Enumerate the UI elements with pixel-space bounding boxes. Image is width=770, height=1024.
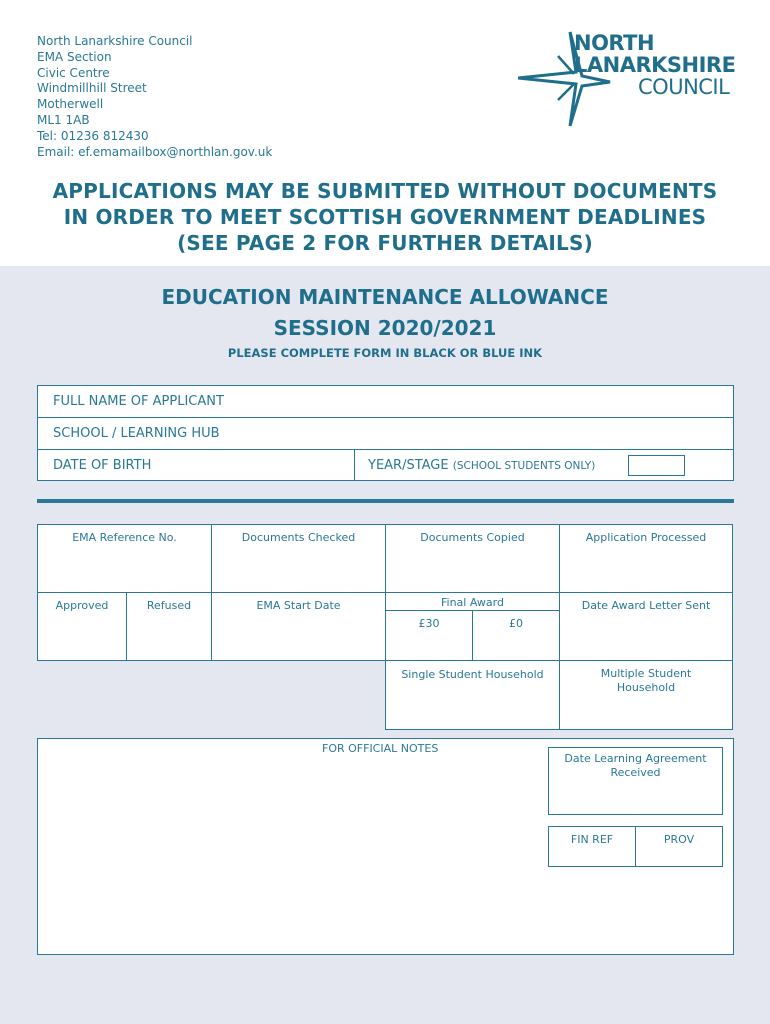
year-stage-label — [368, 458, 595, 473]
logo-line-2: LANARKSHIRE — [574, 53, 736, 77]
notice-line-3: (SEE PAGE 2 FOR FURTHER DETAILS) — [177, 231, 593, 255]
ema-start-date-label: EMA Start Date — [256, 599, 341, 612]
ema-reference-cell[interactable] — [37, 524, 212, 593]
form-title — [0, 282, 770, 344]
fin-ref-label: FIN REF — [570, 833, 614, 846]
multiple-household-label: Multiple Student Household — [600, 667, 692, 694]
council-address — [37, 34, 272, 160]
documents-copied-cell[interactable] — [385, 524, 560, 593]
final-award-header — [385, 592, 560, 611]
single-household-label: Single Student Household — [401, 668, 544, 681]
logo-line-3: COUNCIL — [638, 75, 730, 99]
approved-label: Approved — [55, 599, 109, 612]
year-stage-note: (SCHOOL STUDENTS ONLY) — [452, 460, 596, 472]
award-30-label: £30 — [418, 617, 440, 630]
refused-cell[interactable] — [126, 592, 212, 661]
address-line: Windmillhill Street — [37, 81, 147, 96]
full-name-label: FULL NAME OF APPLICANT — [53, 394, 224, 409]
address-line: Motherwell — [37, 97, 104, 112]
form-title-line-2: SESSION 2020/2021 — [273, 316, 497, 340]
date-of-birth-label: DATE OF BIRTH — [53, 458, 152, 473]
award-30-cell[interactable] — [385, 610, 473, 661]
prov-label: PROV — [663, 833, 695, 846]
ema-start-date-cell[interactable] — [211, 592, 386, 661]
learning-agreement-cell[interactable] — [548, 747, 723, 815]
prov-cell[interactable] — [635, 826, 723, 867]
single-household-cell[interactable] — [385, 660, 560, 730]
address-line: North Lanarkshire Council — [37, 34, 193, 48]
multiple-household-cell[interactable] — [559, 660, 733, 730]
application-processed-cell[interactable] — [559, 524, 733, 593]
address-line: EMA Section — [37, 49, 112, 64]
address-line: Civic Centre — [37, 65, 110, 80]
award-0-label: £0 — [509, 617, 523, 630]
final-award-label: Final Award — [441, 596, 504, 609]
address-line: ML1 1AB — [37, 112, 90, 127]
ema-reference-label: EMA Reference No. — [72, 531, 177, 544]
address-line: Tel: 01236 812430 — [37, 128, 149, 143]
learning-agreement-label: Date Learning Agreement Received — [564, 752, 707, 779]
official-notes-label: FOR OFFICIAL NOTES — [322, 742, 439, 755]
logo-line-1: NORTH — [574, 31, 655, 55]
award-letter-sent-cell[interactable] — [559, 592, 733, 661]
award-0-cell[interactable] — [472, 610, 560, 661]
submission-notice — [0, 178, 770, 256]
documents-copied-label: Documents Copied — [420, 531, 525, 544]
documents-checked-cell[interactable] — [211, 524, 386, 593]
notice-line-2: IN ORDER TO MEET SCOTTISH GOVERNMENT DEADLINES — [63, 205, 707, 229]
refused-label: Refused — [146, 599, 192, 612]
approved-cell[interactable] — [37, 592, 127, 661]
address-line: Email: ef.emamailbox@northlan.gov.uk — [37, 144, 273, 159]
form-title-line-1: EDUCATION MAINTENANCE ALLOWANCE — [161, 285, 609, 309]
ink-instruction: PLEASE COMPLETE FORM IN BLACK OR BLUE INK — [227, 346, 543, 360]
award-letter-sent-label: Date Award Letter Sent — [581, 599, 711, 612]
council-logo-wordmark — [574, 32, 735, 98]
notice-line-1: APPLICATIONS MAY BE SUBMITTED WITHOUT DOCUMENTS — [52, 179, 718, 203]
year-stage-text: YEAR/STAGE — [368, 458, 449, 473]
documents-checked-label: Documents Checked — [241, 531, 356, 544]
year-stage-input[interactable] — [628, 455, 685, 476]
section-divider — [37, 499, 734, 503]
school-label: SCHOOL / LEARNING HUB — [53, 426, 220, 441]
fin-ref-cell[interactable] — [548, 826, 636, 867]
application-processed-label: Application Processed — [585, 531, 707, 544]
